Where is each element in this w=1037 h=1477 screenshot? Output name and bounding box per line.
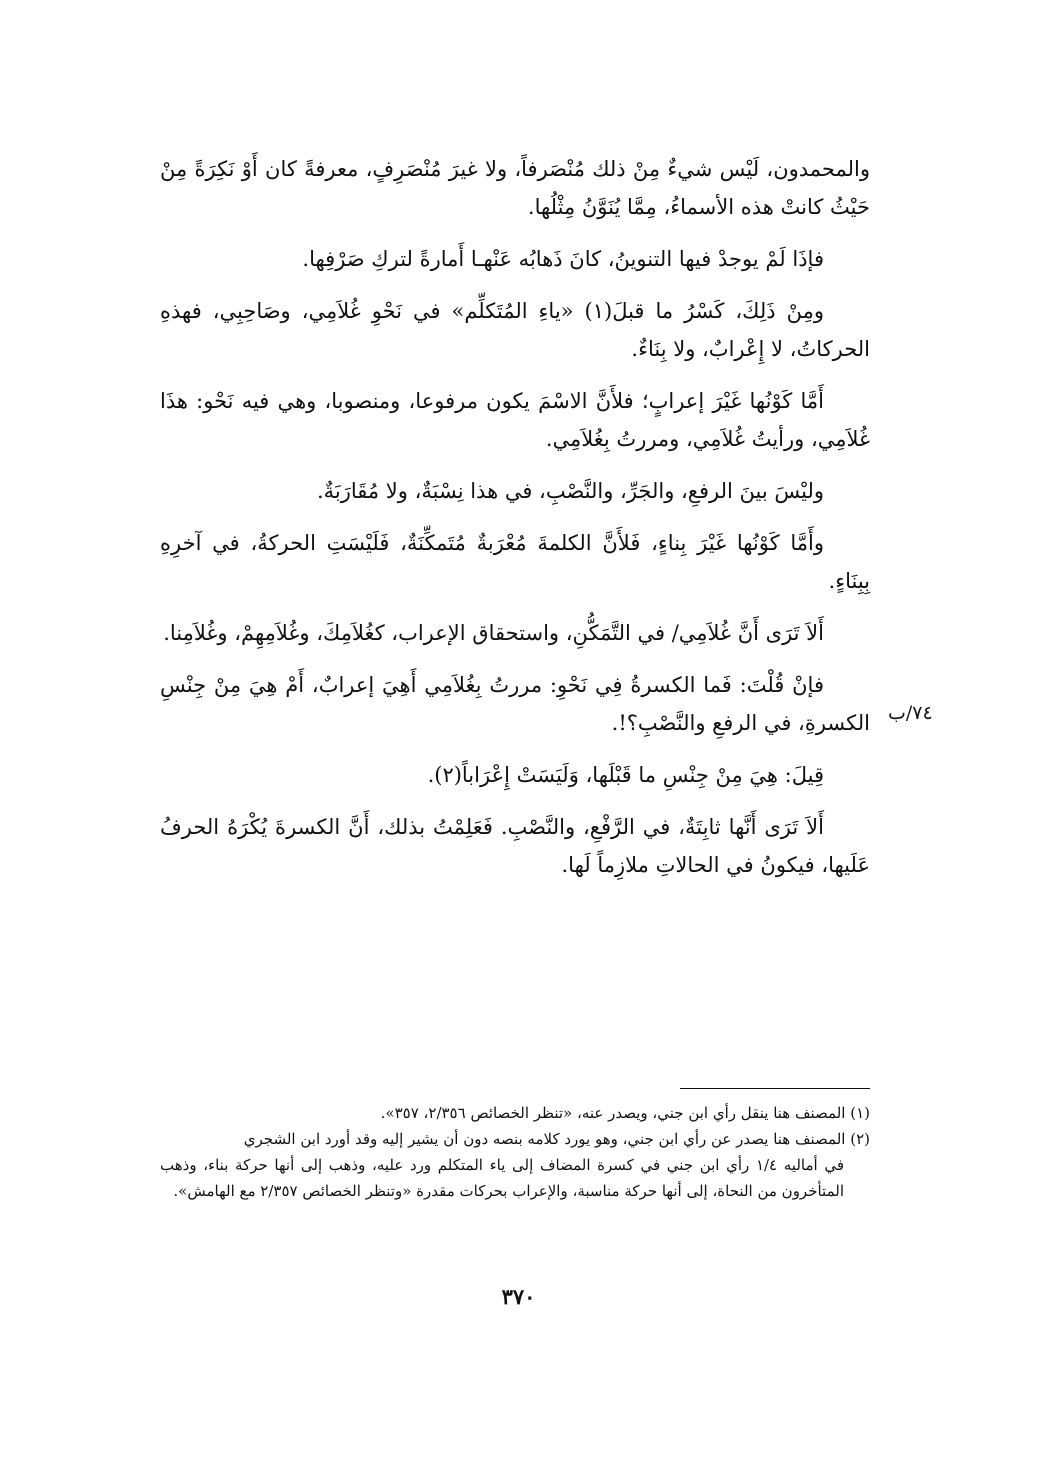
footnote-1: (١) المصنف هنا ينقل رأي ابن جني، ويصدر عنه، «تنظر الخصائص ٢/٣٥٦، ٣٥٧». — [380, 1104, 870, 1122]
paragraph: وليْسَ بينَ الرفعِ، والجَرِّ، والنَّصْبِ، في هذا نِسْبَةٌ، ولا مُقَارَبَةٌ. — [316, 479, 824, 503]
paragraph: فإذَا لَمْ يوجدْ فيها التنوينُ، كانَ ذَهابُه عَنْهـا أَمارةً لتركِ صَرْفِها. — [302, 247, 824, 271]
footnotes — [160, 1100, 870, 1204]
paragraph: أَمَّا كَوْنُها غَيْرَ إعرابٍ؛ فلأَنَّ الاسْمَ يكون مرفوعا، ومنصوبا، وهي فيه نَحْو: هذَا غُلاَمِي، ورأيتُ غُلاَمِي، ومررتُ بِغُلاَمِي. — [160, 389, 870, 451]
paragraph: أَلاَ تَرَى أَنَّ غُلاَمِي/ في التَّمَكُّنِ، واستحقاق الإعراب، كغُلاَمِكَ، وغُلاَمِهِمْ، وغُلاَمِنا. — [163, 621, 824, 645]
page-number: ٣٧٠ — [501, 1284, 536, 1309]
paragraph: ومِنْ ذَلِكَ، كَسْرُ ما قبلَ(١) «ياءِ المُتَكلِّم» في نَحْوِ غُلاَمِي، وصَاحِبِي، فهذهِ الحركاتُ، لا إِعْرابٌ، ولا بِنَاءٌ. — [160, 299, 870, 361]
paragraph: وأَمَّا كَوْنُها غَيْرَ بِناءٍ، فَلأَنَّ الكلمةَ مُعْرَبةٌ مُتَمكِّنَةٌ، فَلَيْسَتِ الحركةُ، في آخرِهِ بِبِنَاءٍ. — [160, 531, 870, 593]
main-text — [160, 150, 870, 898]
footnote-separator — [680, 1088, 870, 1089]
paragraph: أَلاَ تَرَى أَنَّها ثابِتَةٌ، في الرَّفْعِ، والنَّصْبِ. فَعَلِمْتُ بذلك، أَنَّ الكسرةَ يُكْرَهُ الحرفُ عَلَيها، فيكونُ في الحالاتِ ملازِماً لَها. — [160, 815, 870, 877]
footnote-2-continuation: في أماليه ١/٤ رأي ابن جني في كسرة المضاف إلى ياء المتكلم ورد عليه، وذهب إلى أنها حركة بناء، وذهب المتأخرون من النحاة، إلى أنها حركة مناسبة، والإعراب بحركات مقدرة «وتنظر الخصائص ٢/٣٥٧ مع الهامش». — [160, 1156, 844, 1200]
paragraph: قِيلَ: هِيَ مِنْ جِنْسِ ما قَبْلَها، وَلَيَسَتْ إِعْرَاباً(٢). — [427, 763, 824, 787]
manuscript-folio-marker: ٧٤/ب — [888, 702, 933, 724]
paragraph: فإنْ قُلْتَ: فَما الكسرةُ فِي نَحْوِ: مررتُ بِغُلاَمِي أَهِيَ إعرابٌ، أَمْ هِيَ مِنْ جِنْسِ الكسرةِ، في الرفعِ والنَّصْبِ؟!. — [160, 673, 870, 735]
paragraph: والمحمدون، لَيْس شيءٌ مِنْ ذلك مُنْصَرفاً، ولا غيرَ مُنْصَرِفٍ، معرفةً كان أَوْ نَكِرَةً مِنْ حَيْثُ كانتْ هذه الأسماءُ، مِمَّا يُنَوَّنُ مِثْلُها. — [160, 157, 870, 219]
footnote-2: (٢) المصنف هنا يصدر عن رأي ابن جني، وهو يورد كلامه بنصه دون أن يشير إليه وقد أورد ابن الشجري — [243, 1130, 870, 1148]
